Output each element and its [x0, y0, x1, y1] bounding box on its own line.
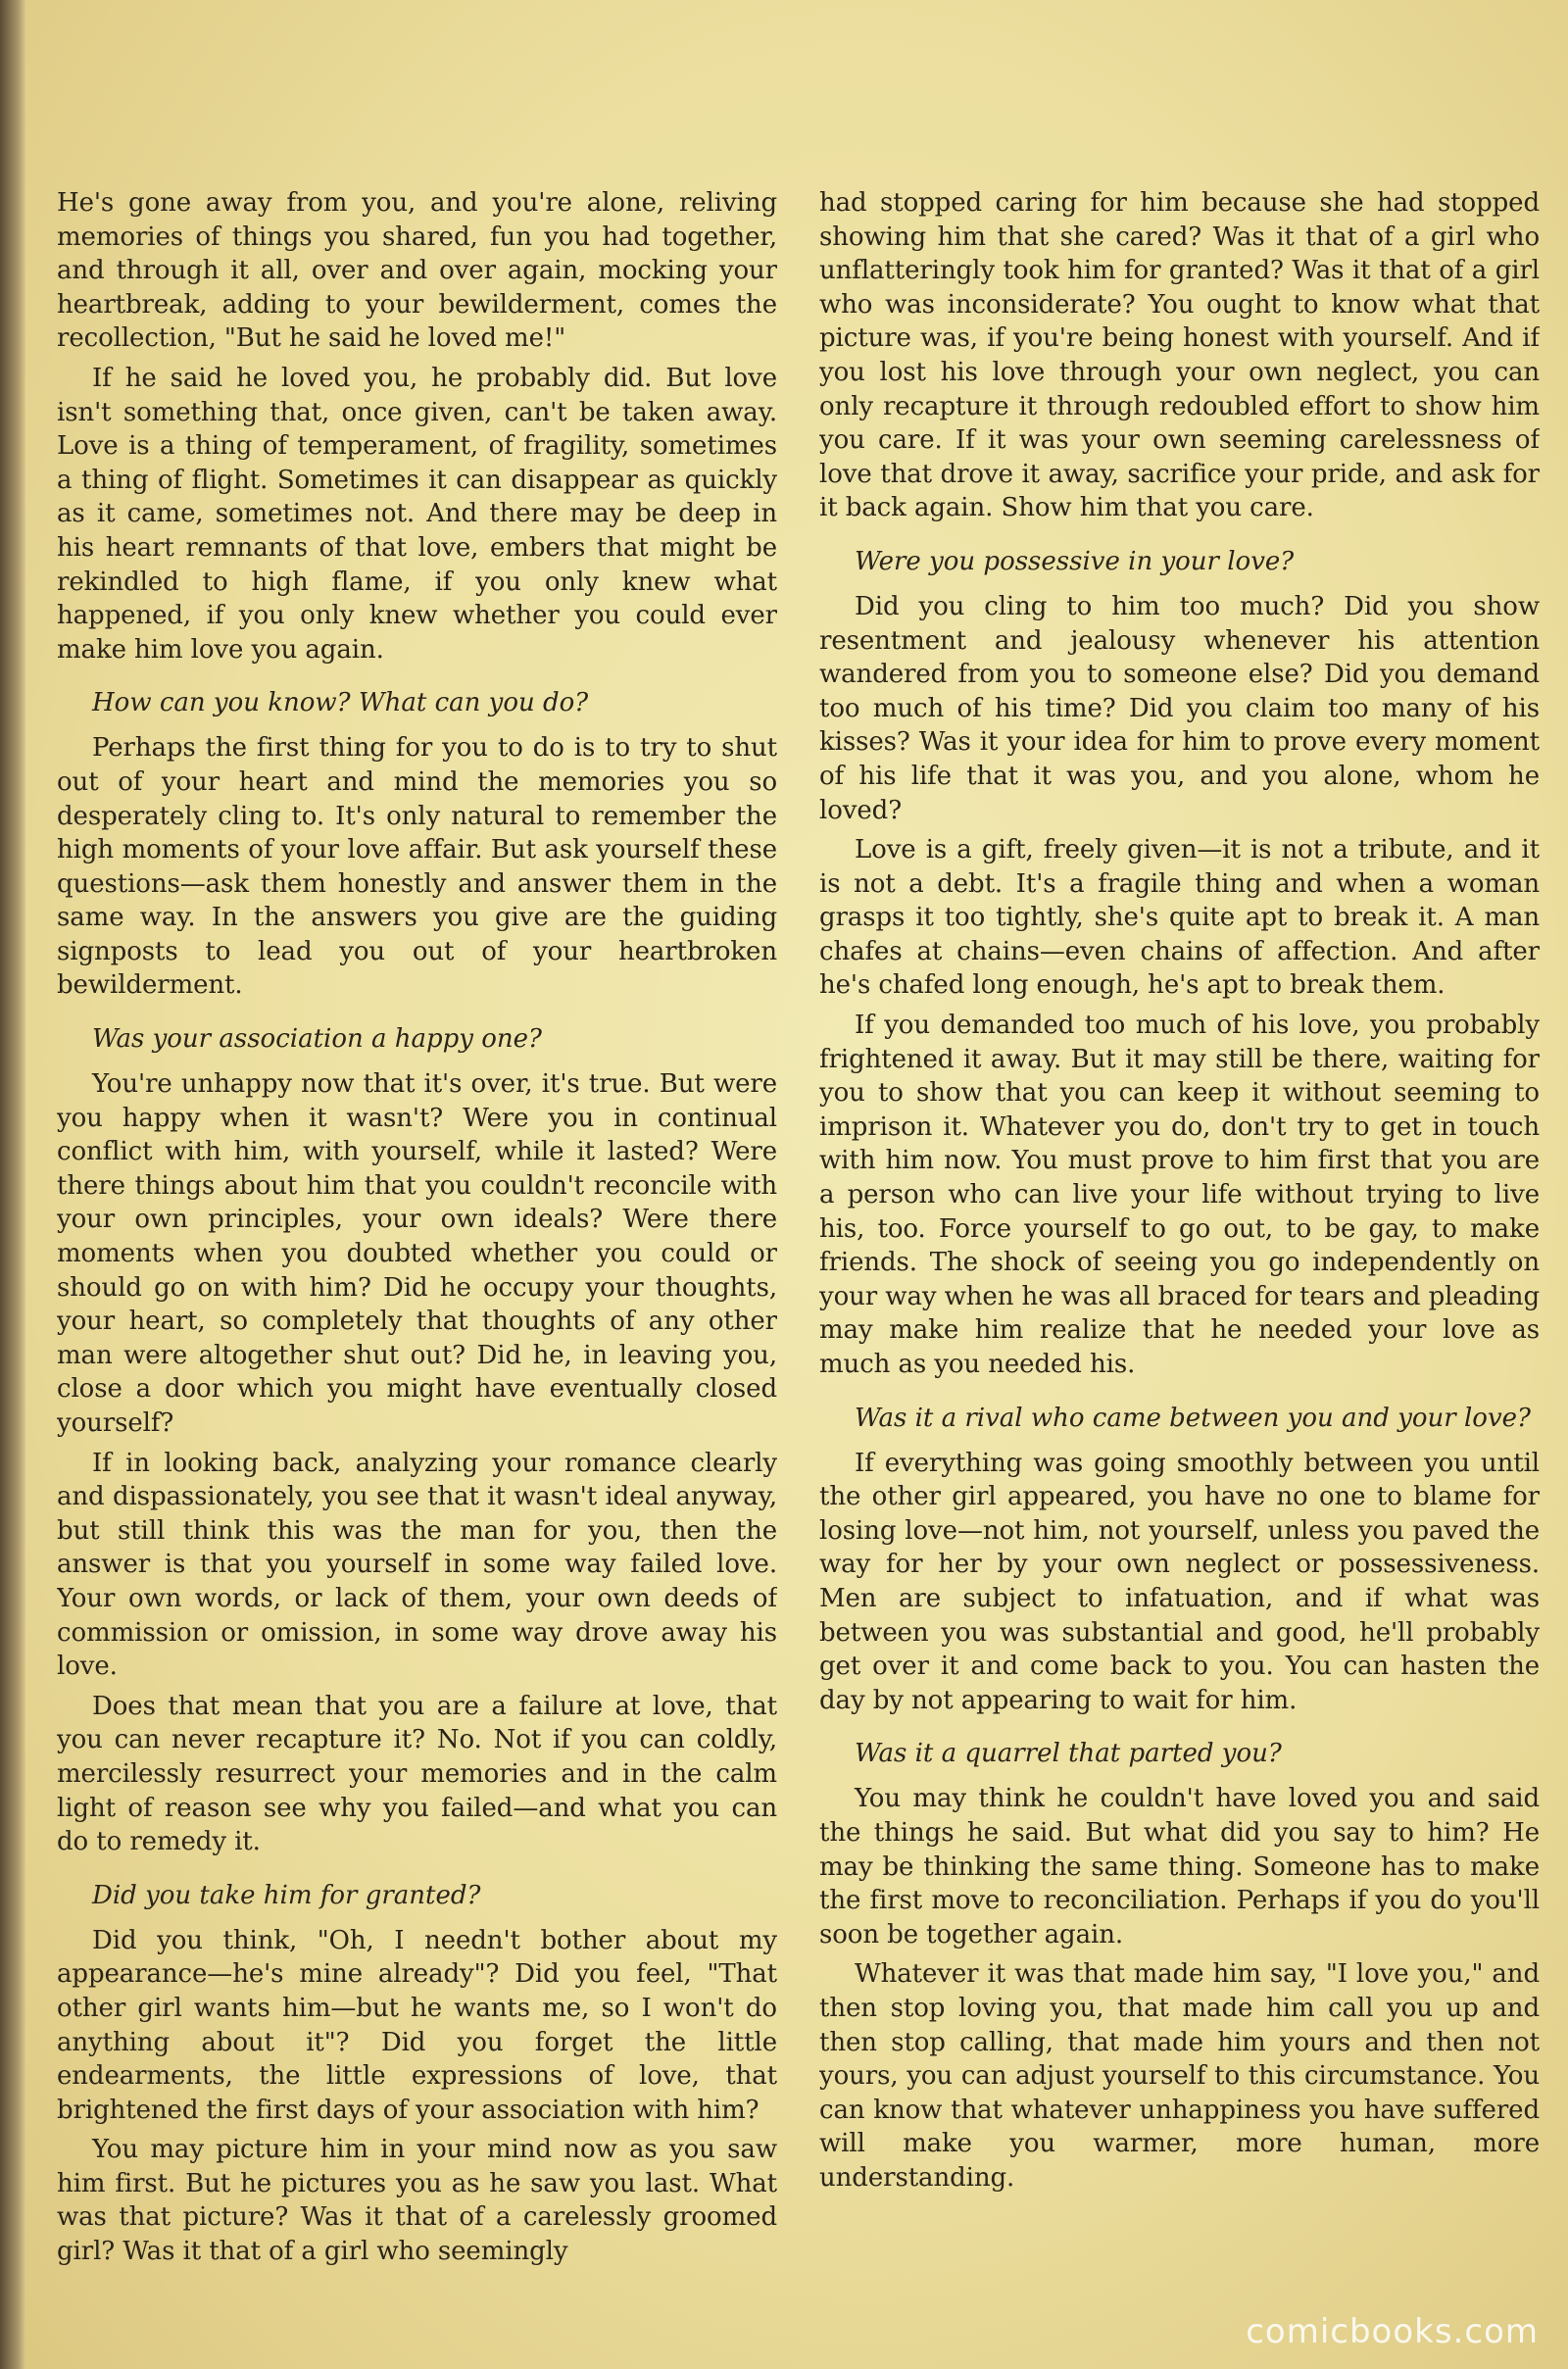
paragraph: Perhaps the first thing for you to do is to try to shut out of your heart and mind the memories you so desperately cling to. It's only natural to remember the high moments of your love affair. But ask yourself these questions—ask them honestly and answer them in the same way. In the answers you give are the guiding signposts to lead you out of your heartbroken bewilderment.	[57, 733, 777, 1001]
paragraph: You may picture him in your mind now as you saw him first. But he pictures you as he saw you last. What was that picture? Was it that of a carelessly groomed girl? Was it that of a girl who seemingly	[57, 2135, 777, 2267]
paragraph: Did you cling to him too much? Did you show resentment and jealousy whenever his attention wandered from you to someone else? Did you demand too much of his time? Did you claim too many of his kisses? Was it your idea for him to prove every moment of his life that it was you, and you alone, whom he loved?	[819, 591, 1540, 825]
page-binding-edge	[0, 0, 25, 2369]
section-heading: Did you take him for granted?	[92, 1880, 481, 1910]
paragraph: had stopped caring for him because she had stopped showing him that she cared? Was it that of a girl who unflatteringly took him for granted? Was it that of a girl who was inconsiderate? You ought to know what that picture was, if you're being honest with yourself. And if you lost his love through your own neglect, you can only recapture it through redoubled effort to show him you care. If it was your own seeming carelessness of love that drove it away, sacrifice your pride, and ask for it back again. Show him that you care.	[819, 188, 1540, 523]
left-column	[57, 186, 777, 2294]
section-heading: Was it a rival who came between you and your love?	[855, 1403, 1531, 1433]
paragraph: If you demanded too much of his love, you probably frightened it away. But it may still be there, waiting for you to show that you can keep it without seeming to imprison it. Whatever you do, don't try to get in touch with him now. You must prove to him first that you are a person who can live your life without trying to live his, too. Force yourself to go out, to be gay, to make friends. The shock of seeing you go independently on your way when he was all braced for tears and pleading may make him realize that he needed your love as much as you needed his.	[819, 1011, 1540, 1379]
paragraph: You're unhappy now that it's over, it's true. But were you happy when it wasn't? Were you in continual conflict with him, with yourself, while it lasted? Were there things about him that you couldn't reconcile with your own principles, your own ideals? Were there moments when you doubted whether you could or should go on with him? Did he occupy your thoughts, your heart, so completely that thoughts of any other man were altogether shut out? Did he, in leaving you, close a door which you might have eventually closed yourself?	[57, 1069, 777, 1438]
paragraph: You may think he couldn't have loved you and said the things he said. But what did you say to him? He may be thinking the same thing. Someone has to make the first move to reconciliation. Perhaps if you do you'll soon be together again.	[819, 1784, 1540, 1949]
paragraph: He's gone away from you, and you're alone, reliving memories of things you shared, fun you had together, and through it all, over and over again, mocking your heartbreak, adding to your bewilderment, comes the recollection, "But he said he loved me!"	[57, 188, 777, 354]
right-column	[819, 186, 1540, 2294]
section-heading: Were you possessive in your love?	[855, 546, 1295, 576]
watermark: comicbooks.com	[1246, 2312, 1539, 2351]
section-heading: Was it a quarrel that parted you?	[855, 1739, 1282, 1769]
paragraph: Whatever it was that made him say, "I love you," and then stop loving you, that made him call you up and then stop calling, that made him yours and then not yours, you can adjust yourself to this circumstance. You can know that whatever unhappiness you have suffered will make you warmer, more human, more understanding.	[819, 1959, 1540, 2193]
paragraph: If everything was going smoothly between you until the other girl appeared, you have no one to blame for losing love—not him, not yourself, unless you paved the way for her by your own neglect or possessiveness. Men are subject to infatuation, and if what was between you was substantial and good, he'll probably get over it and come back to you. You can hasten the day by not appearing to wait for him.	[819, 1448, 1540, 1715]
paragraph: Does that mean that you are a failure at love, that you can never recapture it? No. Not if you can coldly, mercilessly resurrect your memories and in the calm light of reason see why you failed—and what you can do to remedy it.	[57, 1691, 777, 1857]
paragraph: Did you think, "Oh, I needn't bother about my appearance—he's mine already"? Did you feel, "That other girl wants him—but he wants me, so I won't do anything about it"? Did you forget the little endearments, the little expressions of love, that brightened the first days of your association with him?	[57, 1925, 777, 2125]
section-heading: How can you know? What can you do?	[92, 688, 589, 718]
paragraph: Love is a gift, freely given—it is not a tribute, and it is not a debt. It's a fragile thing and when a woman grasps it too tightly, she's quite apt to break it. A man chafes at chains—even chains of affection. And after he's chafed long enough, he's apt to break them.	[819, 835, 1540, 1001]
section-heading: Was your association a happy one?	[92, 1024, 542, 1055]
paragraph: If in looking back, analyzing your romance clearly and dispassionately, you see that it wasn't ideal anyway, but still think this was the man for you, then the answer is that you yourself in some way failed love. Your own words, or lack of them, your own deeds of commission or omission, in some way drove away his love.	[57, 1448, 777, 1682]
paragraph: If he said he loved you, he probably did. But love isn't something that, once given, can't be taken away. Love is a thing of temperament, of fragility, sometimes a thing of flight. Sometimes it can disappear as quickly as it came, sometimes not. And there may be deep in his heart remnants of that love, embers that might be rekindled to high flame, if you only knew what happened, if you only knew whether you could ever make him love you again.	[57, 363, 777, 665]
